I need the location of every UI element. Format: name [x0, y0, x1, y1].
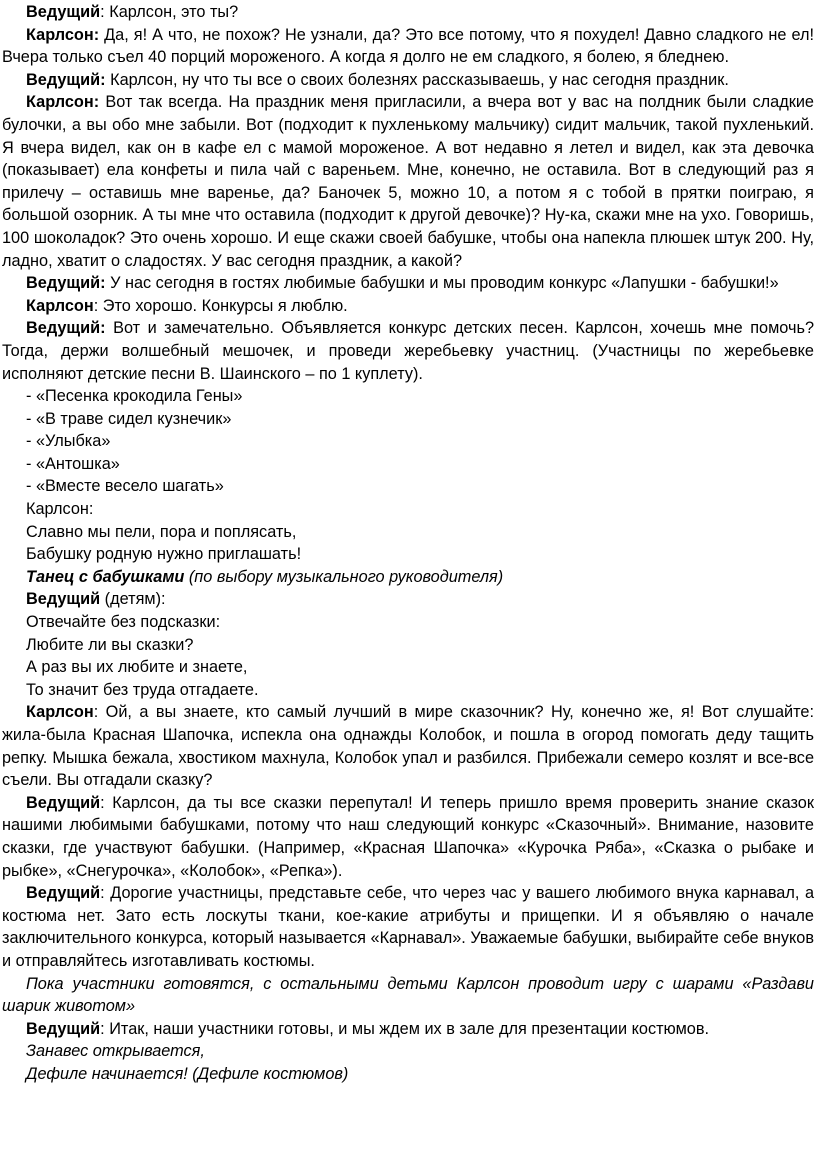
song-item: - «Антошка» — [26, 454, 120, 473]
song-item: - «Улыбка» — [26, 432, 111, 451]
speaker-name: Карлсон — [26, 296, 94, 315]
verse-line: А раз вы их любите и знаете, — [26, 658, 248, 677]
speaker-name: Ведущий: — [26, 319, 106, 338]
paragraph-6: Карлсон: Это хорошо. Конкурсы я люблю. — [26, 296, 348, 315]
closing-line: Занавес открывается, — [26, 1042, 205, 1061]
speaker-name: Карлсон: — [26, 93, 100, 112]
verse-line: То значит без труда отгадаете. — [26, 680, 259, 699]
dialogue-text: Вот так всегда. На праздник меня пригласили, а вчера вот у вас на полдник были сладкие булочки, а вы обо мне забыли. Вот (подходит к пухленькому мальчику) сидит мальчик, такой пухленький. Я вчера видел, как он в кафе ел с мамой мороженое. А вот недавно я летел и видел, как эта девочка (показывает) ела конфеты и пила чай с вареньем. Мне, конечно, не оставила. Вот в следующий раз я прилечу – оставишь мне варенье, да? Баночек 5, можно 10, а потом я с тобой в прятки поиграю, я большой озорник. А ты мне что оставила (подходит к другой девочке)? Ну-ка, скажи мне на ухо. Говоришь, 100 шоколадок? Это очень хорошо. И еще скажи своей бабушке, чтобы она напекла плюшек штук 200. Ну, ладно, хватит о сладостях. У вас сегодня праздник, а какой? — [2, 93, 814, 270]
dialogue-text: У нас сегодня в гостях любимые бабушки и мы проводим конкурс «Лапушки - бабушки!» — [110, 274, 779, 293]
paragraph-3 — [2, 69, 814, 92]
dance-note: (по выбору музыкального руководителя) — [184, 567, 504, 586]
dialogue-text: Карлсон, ну что ты все о своих болезнях рассказываешь, у нас сегодня праздник. — [110, 70, 729, 89]
verse-line: Отвечайте без подсказки: — [26, 613, 221, 632]
paragraph-final: Ведущий: Итак, наши участники готовы, и мы ждем их в зале для презентации костюмов. — [26, 1019, 709, 1038]
song-item: - «Вместе весело шагать» — [26, 477, 224, 496]
speaker-name: Ведущий — [26, 590, 101, 609]
song-item: - «Песенка крокодила Гены» — [26, 387, 243, 406]
host-to-kids: Ведущий (детям): — [26, 590, 166, 609]
closing-line: Дефиле начинается! (Дефиле костюмов) — [26, 1064, 349, 1083]
dialogue-text: Это хорошо. Конкурсы я люблю. — [102, 296, 348, 315]
speaker-name: Ведущий: — [26, 274, 106, 293]
paragraph-8: Карлсон: Ой, а вы знаете, кто самый лучший в мире сказочник? Ну, конечно же, я! Вот слушайте: жила-была Красная Шапочка, испекла она однажды Колобок, и пошла в огород помогать деду тащить репку. Мышка бежала, хвостиком махнула, Колобок упал и разбился. Прибежали семеро козлят и все-все съели. Вы отгадали сказку? — [2, 703, 814, 790]
song-list — [2, 385, 814, 498]
dialogue-text: Вот и замечательно. Объявляется конкурс детских песен. Карлсон, хочешь мне помочь? Тогда, держи волшебный мешочек, и проведи жеребьевку участниц. (Участницы по жеребьевке исполняют детские песни В. Шаинского – по 1 куплету). — [2, 319, 814, 383]
stage-direction: Пока участники готовятся, с остальными детьми Карлсон проводит игру с шарами «Раздави шарик животом» — [2, 974, 814, 1016]
paragraph-7 — [2, 317, 814, 385]
dance-heading — [2, 566, 814, 589]
speaker-name: Карлсон — [26, 703, 94, 722]
paragraph-5 — [2, 272, 814, 295]
dialogue-text: Карлсон, да ты все сказки перепутал! И теперь пришло время проверить знание сказок нашими любимыми бабушками, потому что наш следующий конкурс «Сказочный». Внимание, назовите сказки, где участвуют бабушки. (Например, «Красная Шапочка» «Курочка Ряба», «Сказка о рыбаке и рыбке», «Снегурочка», «Колобок», «Репка»). — [2, 793, 814, 880]
dialogue-text: Итак, наши участники готовы, и мы ждем их в зале для презентации костюмов. — [109, 1019, 709, 1038]
verse-line: Любите ли вы сказки? — [26, 635, 194, 654]
speaker-name: Карлсон: — [26, 25, 100, 44]
dance-title: Танец с бабушками — [26, 567, 185, 586]
paragraph-2 — [2, 24, 814, 69]
dialogue-text: Ой, а вы знаете, кто самый лучший в мире сказочник? Ну, конечно же, я! Вот слушайте: жила-была Красная Шапочка, испекла она однажды Колобок, и пошла в огород помогать деду тащить репку. Мышка бежала, хвостиком махнула, Колобок упал и разбился. Прибежали семеро козлят и все-все съели. Вы отгадали сказку? — [2, 703, 814, 790]
paragraph-4 — [2, 91, 814, 272]
karlson-label: Карлсон: — [26, 500, 94, 519]
speaker-name: Ведущий — [26, 3, 101, 21]
song-item: - «В траве сидел кузнечик» — [26, 409, 232, 428]
paragraph-10: Ведущий: Дорогие участницы, представьте себе, что через час у вашего любимого внука карнавал, а костюма нет. Зато есть лоскуты ткани, кое-какие атрибуты и прищепки. И я объявляю о начале заключительного конкурса, который называется «Карнавал». Уважаемые бабушки, выбирайте себе внуков и отправляйтесь изготавливать костюмы. — [2, 884, 814, 970]
speaker-name: Ведущий — [26, 793, 101, 812]
speaker-name: Ведущий — [26, 1019, 101, 1038]
paragraph-9: Ведущий: Карлсон, да ты все сказки перепутал! И теперь пришло время проверить знание сказок нашими любимыми бабушками, потому что наш следующий конкурс «Сказочный». Внимание, назовите сказки, где участвуют бабушки. (Например, «Красная Шапочка» «Курочка Ряба», «Сказка о рыбаке и рыбке», «Снегурочка», «Колобок», «Репка»). — [2, 793, 814, 880]
dialogue-text: Карлсон, это ты? — [109, 3, 239, 21]
paragraph-1: Ведущий: Карлсон, это ты? — [26, 3, 239, 21]
speaker-name: Ведущий — [26, 884, 101, 903]
verse-line: Бабушку родную нужно приглашать! — [26, 545, 302, 564]
dialogue-text: Дорогие участницы, представьте себе, что через час у вашего любимого внука карнавал, а костюма нет. Зато есть лоскуты ткани, кое-какие атрибуты и прищепки. И я объявляю о начале заключительного конкурса, который называется «Карнавал». Уважаемые бабушки, выбирайте себе внуков и отправляйтесь изготавливать костюмы. — [2, 884, 814, 970]
verse-line: Славно мы пели, пора и поплясать, — [26, 522, 297, 541]
dialogue-text: Да, я! А что, не похож? Не узнали, да? Это все потому, что я похудел! Давно сладкого не ел! Вчера только съел 40 порций мороженого. А когда я долго не ем сладкого, я болею, я бледнею. — [2, 25, 814, 67]
speaker-name: Ведущий: — [26, 70, 106, 89]
